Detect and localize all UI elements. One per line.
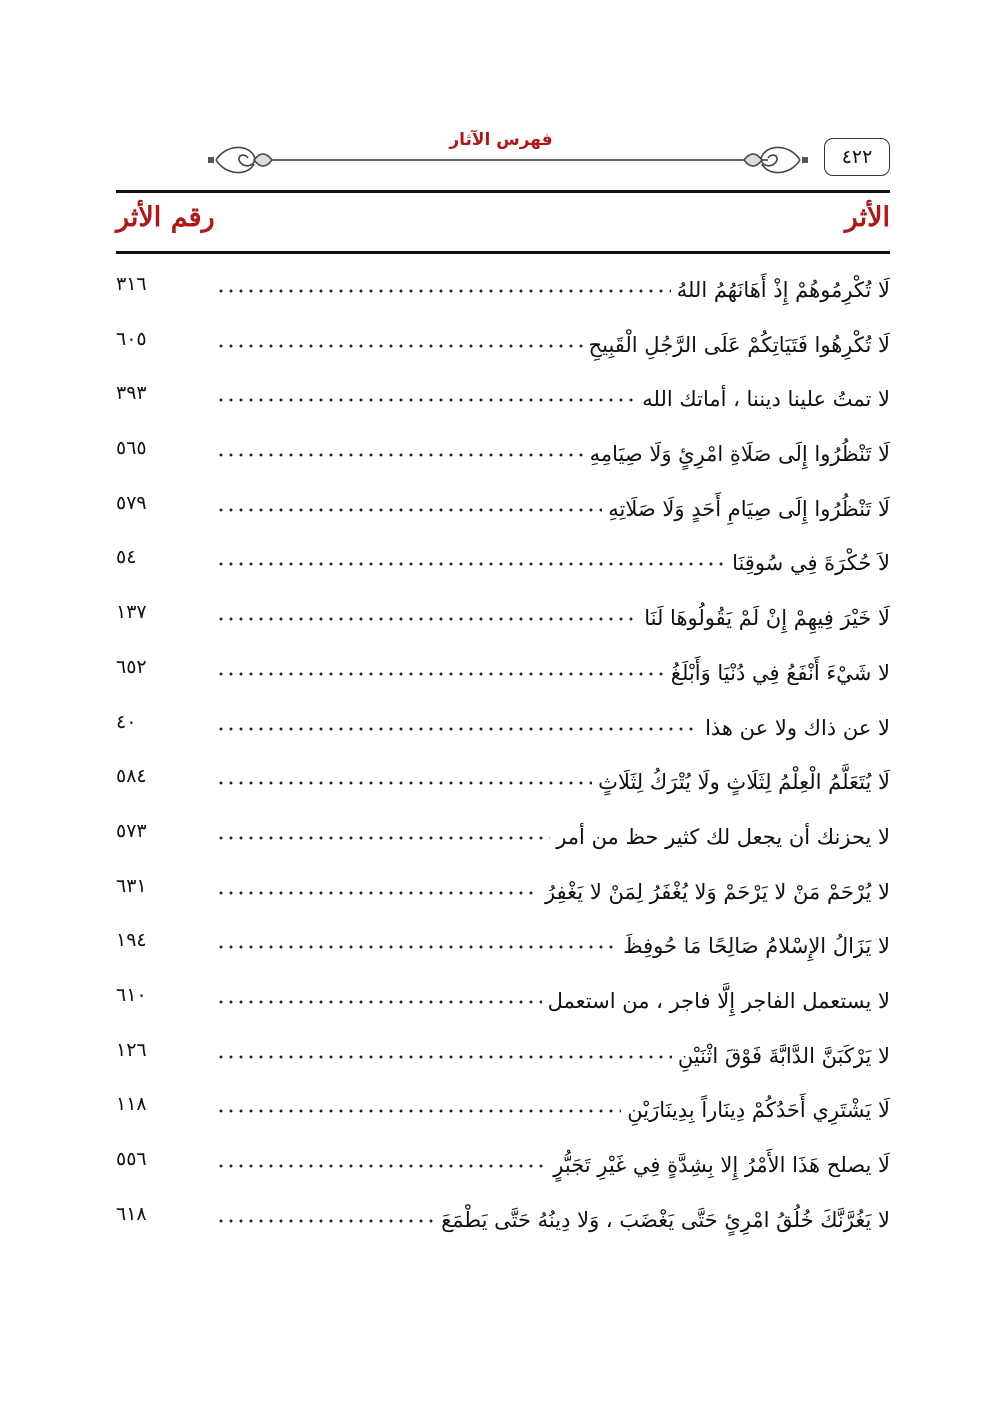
athar-number: ٦٣١ xyxy=(116,874,147,897)
athar-text: لاَ حُكْرَةَ فِي سُوقِنَا xyxy=(732,551,890,576)
dot-leader xyxy=(216,1101,621,1121)
dot-leader xyxy=(216,828,550,848)
athar-number: ٥٤ xyxy=(116,546,137,569)
athar-number: ٣١٦ xyxy=(116,273,147,295)
athar-number: ٥٨٤ xyxy=(116,765,147,788)
index-row xyxy=(116,920,890,975)
column-header xyxy=(116,200,890,248)
athar-text: لَا تَنْظُرُوا إِلَى صِيَامِ أَحَدٍ وَلَا صَلَاتِهِ xyxy=(608,496,890,521)
index-row xyxy=(116,866,890,921)
index-row xyxy=(116,264,890,319)
athar-number: ٤٠ xyxy=(116,710,137,733)
athar-number: ١٣٧ xyxy=(116,601,147,624)
athar-number: ٥٧٩ xyxy=(116,491,147,514)
index-row xyxy=(116,483,890,538)
index-row xyxy=(116,1084,890,1139)
athar-text: لَا يصلح هَذَا الأَمْرُ إِلا بِشِدَّةٍ فِي غَيْرِ تَجَبُّرٍ xyxy=(553,1153,890,1177)
dot-leader xyxy=(216,500,602,520)
column-title-number: رقم الأثر xyxy=(116,202,215,233)
athar-text: لا يَغُرَّنَّكَ خُلُقُ امْرِئٍ حَتَّى يَغْضَبَ ، وَلا دِينُهُ حَتَّى يَطْمَعَ xyxy=(441,1207,890,1232)
index-row xyxy=(116,756,890,811)
athar-text: لا يستعمل الفاجر إِلَّا فاجر ، من استعمل xyxy=(547,988,890,1013)
dot-leader xyxy=(216,1156,547,1176)
athar-text: لا يَرْكَبَنَّ الدَّابَّةَ فَوْقَ اثْنَيْنِ xyxy=(677,1043,890,1068)
athar-number: ٥٦٥ xyxy=(116,437,147,460)
index-row xyxy=(116,702,890,757)
athar-text: لَا تُكْرِمُوهُمْ إِذْ أَهَانَهُمُ اللهُ xyxy=(676,278,890,302)
index-row xyxy=(116,1139,890,1194)
athar-number: ١٢٦ xyxy=(116,1038,147,1061)
page-number: ٤٢٢ xyxy=(824,138,890,176)
index-row xyxy=(116,647,890,702)
athar-index-list xyxy=(116,264,890,1248)
athar-text: لَا خَيْرَ فِيهِمْ إِنْ لَمْ يَقُولُوهَا لَنَا xyxy=(644,606,890,631)
dot-leader xyxy=(216,883,539,903)
dot-leader xyxy=(216,773,592,793)
page-header xyxy=(116,128,890,188)
top-rule xyxy=(116,190,890,193)
index-row xyxy=(116,811,890,866)
dot-leader xyxy=(216,1047,672,1067)
athar-text: لَا تَنْظُرُوا إِلَى صَلَاةِ امْرِئٍ وَلَا صِيَامِهِ xyxy=(589,442,890,467)
dot-leader xyxy=(216,664,665,684)
athar-number: ٥٧٣ xyxy=(116,819,147,842)
athar-text: لا يَزَالُ الإِسْلامُ صَالِحًا مَا حُوفِظَ xyxy=(623,934,890,959)
athar-text: لا عن ذاك ولا عن هذا xyxy=(705,715,890,740)
index-row xyxy=(116,1030,890,1085)
athar-number: ٥٥٦ xyxy=(116,1148,147,1170)
athar-number: ٦٥٢ xyxy=(116,655,147,678)
athar-number: ٦١٨ xyxy=(116,1202,147,1225)
index-row xyxy=(116,373,890,428)
index-row xyxy=(116,1194,890,1249)
athar-number: ٦٠٥ xyxy=(116,327,147,350)
athar-text: لا يحزنك أن يجعل لك كثير حظ من أمر xyxy=(556,824,890,849)
dot-leader xyxy=(216,719,699,739)
athar-number: ١١٨ xyxy=(116,1093,147,1116)
index-row xyxy=(116,592,890,647)
athar-text: لَا يَشْتَرِي أَحَدُكُمْ دِينَاراً بِدِينَارَيْنِ xyxy=(627,1098,890,1123)
dot-leader xyxy=(216,281,671,301)
athar-text: لَا تُكْرِهُوا فَتَيَاتِكُمْ عَلَى الرَّجُلِ الْقَبِيحِ xyxy=(588,332,890,357)
column-title-athar: الأثر xyxy=(844,202,890,233)
dot-leader xyxy=(216,937,617,957)
dot-leader xyxy=(216,336,583,356)
header-rule xyxy=(116,251,890,254)
running-title: فهرس الآثار xyxy=(449,130,553,150)
dot-leader xyxy=(216,445,584,465)
dot-leader xyxy=(216,992,542,1012)
athar-text: لا شَيْءَ أَنْفَعُ فِي دُنْيَا وَأَبْلَغُ xyxy=(670,660,890,685)
index-row xyxy=(116,537,890,592)
dot-leader xyxy=(216,609,638,629)
dot-leader xyxy=(216,554,726,574)
athar-text: لا يُرْحَمْ مَنْ لا يَرْحَمْ وَلا يُغْفَرُ لِمَنْ لا يَغْفِرُ xyxy=(544,879,890,904)
index-row xyxy=(116,428,890,483)
athar-text: لا تمتُ علينا ديننا ، أماتك الله xyxy=(642,387,890,412)
dot-leader xyxy=(216,390,636,410)
index-row xyxy=(116,319,890,374)
athar-number: ٦١٠ xyxy=(116,983,147,1006)
dot-leader xyxy=(216,1211,435,1231)
index-row xyxy=(116,975,890,1030)
athar-text: لَا يُتَعَلَّمُ الْعِلْمُ لِثَلَاثٍ ولَا يُتْرَكُ لِثَلَاثٍ xyxy=(598,770,890,795)
athar-number: ٣٩٣ xyxy=(116,382,147,405)
athar-number: ١٩٤ xyxy=(116,929,147,952)
